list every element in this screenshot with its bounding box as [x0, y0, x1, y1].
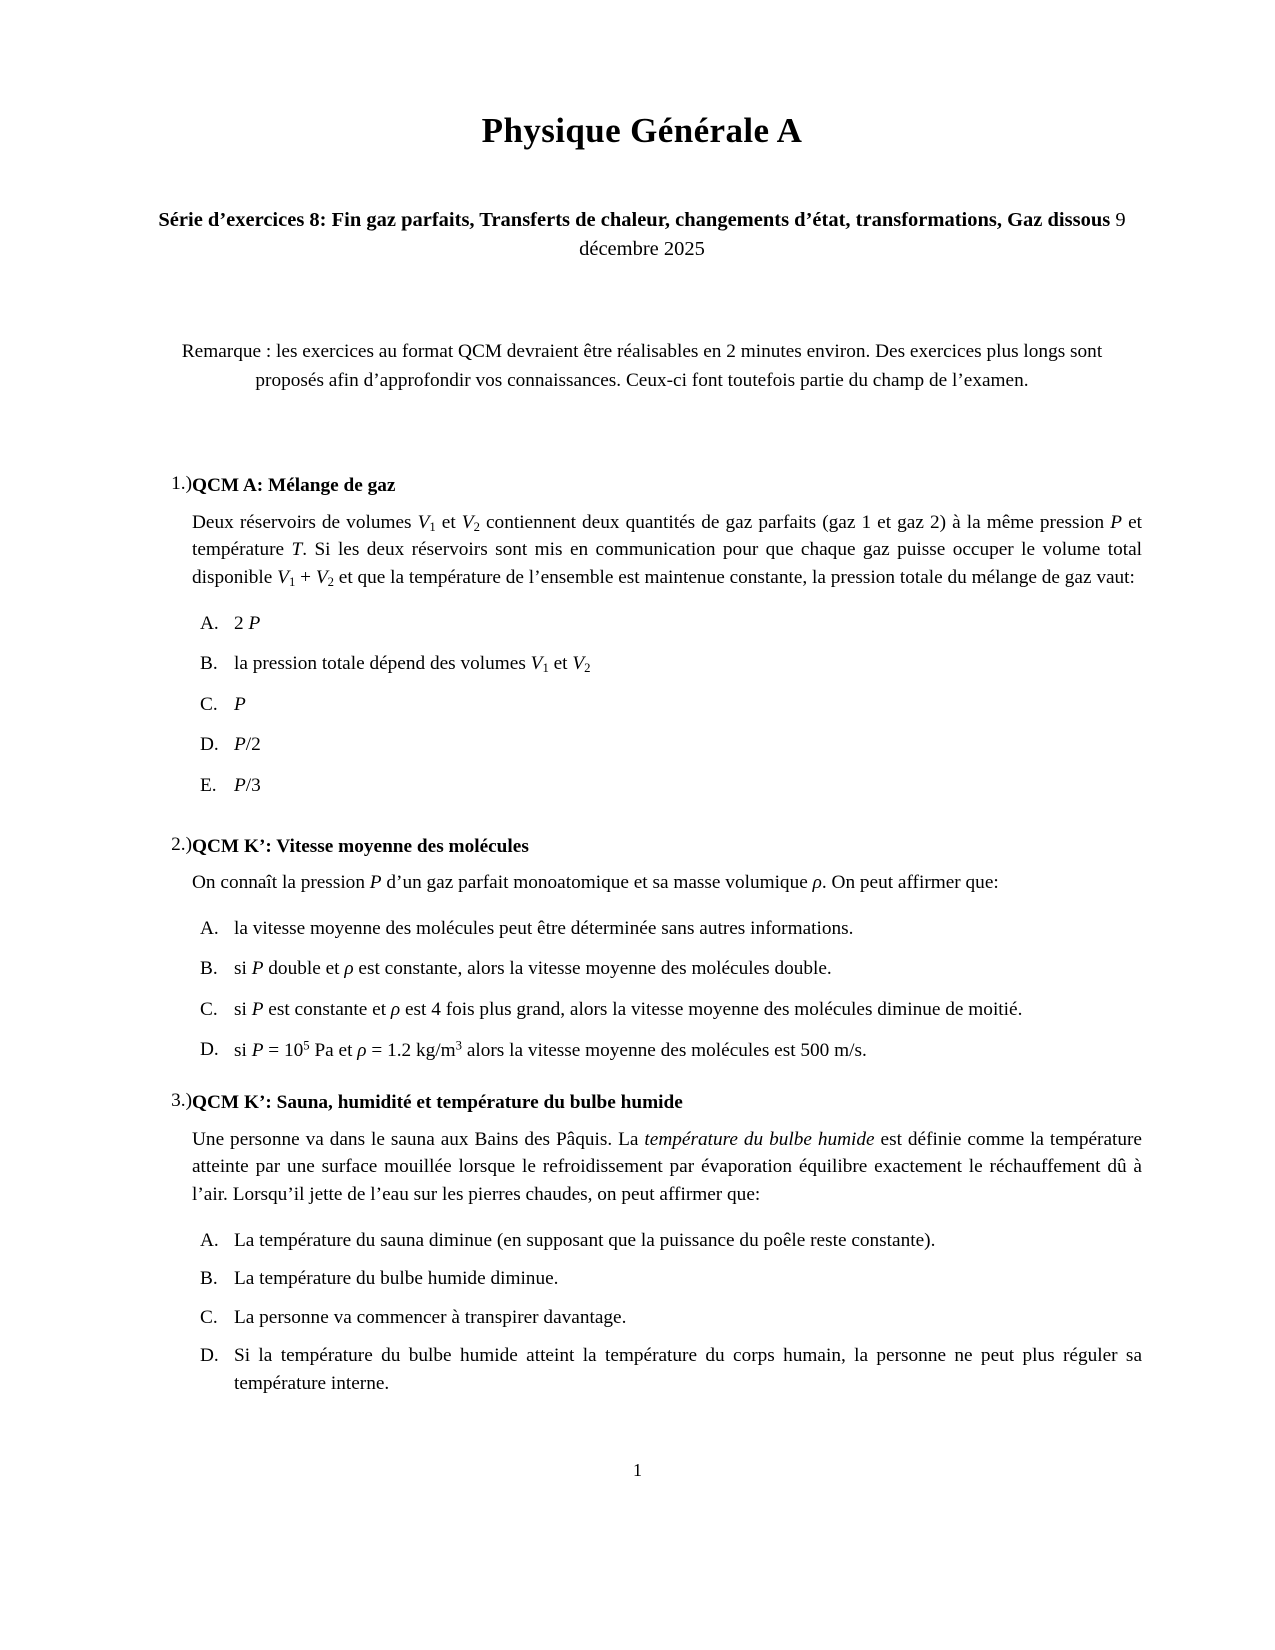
choice-list: [192, 915, 1142, 1065]
symbol-v2-subscript: 2: [473, 520, 480, 535]
choice-item[interactable]: [192, 1304, 1142, 1332]
statement-text: et que la température de l’ensemble est maintenue constante, la pression totale du mélange de gaz vaut:: [333, 567, 1135, 589]
choice-item[interactable]: [192, 955, 1142, 983]
page-content: [142, 0, 1142, 1424]
statement-text: Deux réservoirs de volumes: [192, 511, 418, 533]
choice-item[interactable]: [192, 1265, 1142, 1293]
symbol-v2: V: [461, 511, 474, 533]
symbol-v2: V: [315, 567, 328, 589]
symbol-v1-subscript: 1: [429, 520, 436, 535]
subtitle-series-label: Série d’exercices 8: Fin gaz parfaits, Transferts de chaleur, changements d’état, transformations, Gaz dissous: [158, 208, 1111, 231]
remark-paragraph: Remarque : les exercices au format QCM devraient être réalisables en 2 minutes environ. Des exercices plus longs sont proposés afin d’approfondir vos connaissances. Ceux-ci font toutefois partie du champ de l’examen.: [181, 340, 1103, 392]
exercise-item: [142, 834, 1142, 1065]
exercise-number: 2.): [171, 833, 192, 855]
choice-text: si $P = 10^5$ Pa et ρ = 1.2 $kg/m^3$ alors la vitesse moyenne des molécules est 500 m/s.: [234, 1038, 867, 1061]
exercise-list: [142, 473, 1142, 1397]
operator-plus: +: [295, 567, 316, 589]
choice-item[interactable]: [192, 772, 1142, 800]
statement-text: . On peut affirmer que:: [821, 872, 999, 894]
choice-label: C.: [200, 693, 218, 715]
choice-text: La personne va commencer à transpirer davantage.: [234, 1306, 627, 1328]
choice-list: [192, 610, 1142, 800]
subtitle-date: 9 décembre 2025: [579, 208, 1126, 260]
choice-label: A.: [200, 1229, 219, 1251]
page-title: Physique Générale A: [481, 111, 803, 150]
symbol-pressure: P: [369, 872, 382, 894]
symbol-v1: V: [417, 511, 430, 533]
statement-text: Une personne va dans le sauna aux Bains des Pâquis. La: [192, 1128, 645, 1150]
choice-label: D.: [200, 1039, 219, 1061]
choice-label: A.: [200, 917, 219, 939]
exercise-title: QCM K’: Vitesse moyenne des molécules: [192, 835, 529, 857]
choice-text: P: [234, 693, 246, 715]
symbol-temperature: T: [291, 539, 303, 561]
exercise-statement: [192, 509, 1142, 592]
choice-text: 2 P: [234, 612, 261, 634]
exercise-number: 1.): [171, 473, 192, 495]
symbol-density: ρ: [812, 872, 822, 894]
symbol-v1-subscript: 1: [288, 575, 296, 590]
choice-label: A.: [200, 612, 219, 634]
choice-item[interactable]: [192, 610, 1142, 638]
choice-text: P/2: [234, 734, 261, 756]
exercise-number: 3.): [171, 1090, 192, 1112]
statement-text: . Si les deux réservoirs sont mis en communication pour que chaque gaz puisse occuper le volume total disponible: [192, 539, 1142, 589]
choice-item[interactable]: [192, 915, 1142, 943]
choice-item[interactable]: [192, 1036, 1142, 1064]
choice-list: [192, 1227, 1142, 1398]
page-number: 1: [633, 1460, 642, 1480]
choice-label: B.: [200, 653, 218, 675]
choice-label: D.: [200, 734, 219, 756]
statement-text: et: [435, 511, 462, 533]
choice-label: E.: [200, 775, 217, 796]
choice-label: B.: [200, 958, 218, 980]
choice-label: C.: [200, 1306, 218, 1328]
choice-item[interactable]: [192, 650, 1142, 678]
statement-text: d’un gaz parfait monoatomique et sa masse volumique: [381, 872, 813, 894]
exercise-title: QCM A: Mélange de gaz: [192, 475, 396, 497]
choice-text: la pression totale dépend des volumes $V_1$ et $V_2$: [234, 653, 591, 676]
statement-text: est définie comme la température atteinte par une surface mouillée lorsque le refroidissement par évaporation équilibre exactement le réchauffement dû à l’air. Lorsqu’il jette de l’eau sur les pierres chaudes, on peut affirmer que:: [192, 1128, 1142, 1206]
choice-text: si P double et ρ est constante, alors la vitesse moyenne des molécules double.: [234, 958, 832, 980]
choice-item[interactable]: [192, 996, 1142, 1024]
symbol-pressure: P: [1110, 511, 1122, 533]
choice-item[interactable]: [192, 691, 1142, 719]
symbol-v1: V: [277, 567, 289, 589]
choice-item[interactable]: [192, 731, 1142, 759]
choice-label: D.: [200, 1345, 219, 1367]
statement-text: contiennent deux quantités de gaz parfaits (gaz 1 et gaz 2) à la même pression: [479, 511, 1111, 533]
exercise-statement: [192, 869, 1142, 897]
choice-item[interactable]: [192, 1227, 1142, 1255]
choice-text: P/3: [234, 775, 261, 796]
exercise-statement: [192, 1126, 1142, 1209]
choice-text: La température du sauna diminue (en supposant que la puissance du poêle reste constante).: [234, 1229, 936, 1251]
exercise-title: QCM K’: Sauna, humidité et température du bulbe humide: [192, 1092, 683, 1114]
choice-text: la vitesse moyenne des molécules peut être déterminée sans autres informations.: [234, 917, 854, 939]
statement-text: On connaît la pression: [192, 872, 370, 894]
choice-label: C.: [200, 998, 218, 1020]
document-subtitle: [142, 206, 1142, 264]
statement-emphasis: température du bulbe humide: [644, 1128, 875, 1150]
exercise-item: [142, 1090, 1142, 1397]
symbol-v2-subscript: 2: [327, 575, 334, 590]
choice-text: La température du bulbe humide diminue.: [234, 1268, 559, 1290]
choice-text: si P est constante et ρ est 4 fois plus grand, alors la vitesse moyenne des molécules diminue de moitié.: [234, 998, 1023, 1020]
choice-label: B.: [200, 1268, 218, 1290]
exercise-item: [142, 473, 1142, 799]
choice-item[interactable]: [192, 1342, 1142, 1397]
statement-text: et température: [192, 511, 1142, 561]
choice-text: Si la température du bulbe humide atteint la température du corps humain, la personne ne peut plus réguler sa température interne.: [234, 1345, 1142, 1395]
